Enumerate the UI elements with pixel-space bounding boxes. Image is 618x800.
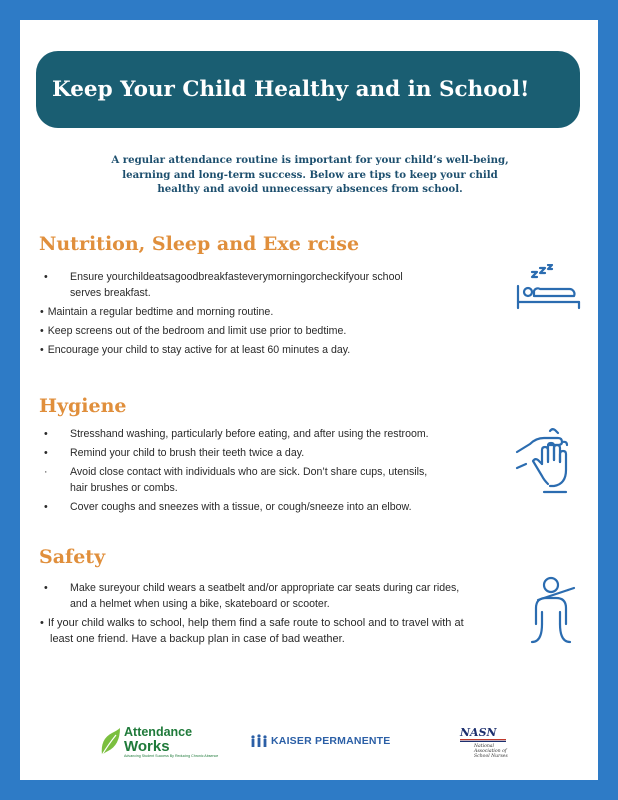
list-item-continuation: least one friend. Have a backup plan in case of bad weather. xyxy=(50,633,345,645)
list-item: • Make sureyour child wears a seatbelt and/or appropriate car seats during car rides, xyxy=(44,582,460,594)
intro-line: learning and long-term success. Below are tips to keep your child xyxy=(122,168,498,181)
nasn-stripe-icon xyxy=(460,739,506,742)
section-title-safety: Safety xyxy=(39,546,106,568)
section-title-hygiene: Hygiene xyxy=(39,395,127,417)
list-item: • Ensure yourchildeatsagoodbreakfasteverymorningorcheckifyour school xyxy=(44,271,403,283)
nasn-line3: School Nurses xyxy=(474,754,508,759)
attendance-works-leaf-icon xyxy=(98,727,122,757)
nasn-logo xyxy=(460,726,508,759)
nasn-line2: Association of xyxy=(474,749,507,754)
list-item: • Encourage your child to stay active for at least 60 minutes a day. xyxy=(40,344,351,356)
list-item: · Avoid close contact with individuals who are sick. Don’t share cups, utensils, xyxy=(44,466,428,478)
list-item: • Keep screens out of the bedroom and limit use prior to bedtime. xyxy=(40,325,347,337)
attendance-works-tagline: Advancing Student Success By Reducing Chronic Absence xyxy=(124,754,219,758)
kaiser-permanente-logo xyxy=(250,734,391,748)
list-item: • Stresshand washing, particularly before eating, and after using the restroom. xyxy=(44,428,429,440)
safety-list xyxy=(40,580,510,650)
intro-paragraph xyxy=(90,153,530,197)
list-item: • Maintain a regular bedtime and morning routine. xyxy=(40,306,274,318)
list-item: • Cover coughs and sneezes with a tissue, or cough/sneeze into an elbow. xyxy=(44,501,412,513)
section-title-nutrition: Nutrition, Sleep and Exe rcise xyxy=(39,233,360,255)
flyer-page xyxy=(20,20,598,780)
page-title: Keep Your Child Healthy and in School! xyxy=(52,77,530,102)
nasn-wordmark: NASN xyxy=(460,726,497,739)
kaiser-wordmark: KAISER PERMANENTE xyxy=(271,735,391,747)
list-item: • If your child walks to school, help them find a safe route to school and to travel with at xyxy=(40,617,464,629)
seatbelt-person-icon xyxy=(524,576,578,646)
attendance-works-line1: Attendance xyxy=(124,725,193,739)
intro-line: A regular attendance routine is important for your child’s well-being, xyxy=(111,154,509,166)
nasn-line1: National xyxy=(474,744,495,749)
intro-line: healthy and avoid unnecessary absences from school. xyxy=(157,183,463,195)
sleeping-in-bed-icon xyxy=(512,264,584,314)
list-item-continuation: and a helmet when using a bike, skateboard or scooter. xyxy=(70,598,330,610)
attendance-works-logo xyxy=(98,726,218,758)
title-banner xyxy=(36,51,580,128)
list-item-continuation: hair brushes or combs. xyxy=(70,482,178,494)
hygiene-list xyxy=(40,426,510,518)
hand-washing-icon xyxy=(514,424,580,496)
nutrition-list xyxy=(40,269,510,361)
kaiser-people-icon xyxy=(250,734,268,748)
list-item: • Remind your child to brush their teeth twice a day. xyxy=(44,447,305,459)
attendance-works-line2: Works xyxy=(124,738,170,755)
list-item-continuation: serves breakfast. xyxy=(70,287,151,299)
